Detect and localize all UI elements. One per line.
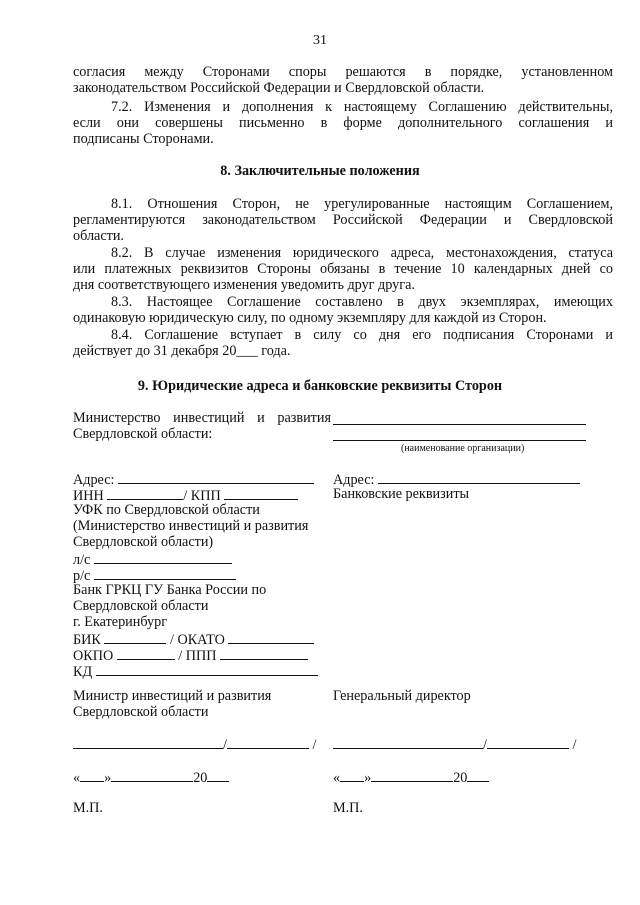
section-9-title: 9. Юридические адреса и банковские реквизиты Сторон xyxy=(137,378,503,394)
ministry-name-line2: Свердловской области: xyxy=(73,426,213,442)
slash: / xyxy=(223,737,227,753)
okpo-label: ОКПО xyxy=(73,648,114,664)
left-address-field[interactable] xyxy=(118,470,314,484)
slash: / xyxy=(572,737,577,753)
quote-open: « xyxy=(73,770,81,786)
org-name-field-line2[interactable] xyxy=(333,440,586,441)
ufk-line1: УФК по Свердловской области xyxy=(73,502,260,518)
name-field[interactable] xyxy=(487,735,569,749)
okato-field[interactable] xyxy=(228,630,314,644)
ls-label: л/с xyxy=(73,552,91,568)
paragraph-8-2 xyxy=(73,245,613,293)
signature-left-row xyxy=(73,735,316,753)
year-prefix: 20 xyxy=(453,770,468,786)
page-number: 31 xyxy=(313,33,327,48)
org-name-caption: (наименование организации) xyxy=(401,443,525,454)
rs-field[interactable] xyxy=(94,566,236,580)
month-field[interactable] xyxy=(111,768,193,782)
inn-label: ИНН xyxy=(73,488,104,504)
paragraph-8-3 xyxy=(73,294,613,326)
text-line: дня соответствующего изменения уведомить друг друга. xyxy=(73,277,415,293)
ufk-line2: (Министерство инвестиций и развития xyxy=(73,518,309,534)
text-line: или платежных реквизитов Стороны обязаны в течение 10 календарных дней со xyxy=(73,261,613,277)
text-line: области. xyxy=(73,228,124,244)
signature-field[interactable] xyxy=(333,735,483,749)
right-address-field[interactable] xyxy=(378,470,580,484)
city-line: г. Екатеринбург xyxy=(73,614,168,630)
address-label: Адрес: xyxy=(333,472,375,488)
ppp-field[interactable] xyxy=(220,646,308,660)
ministry-name-line1: Министерство инвестиций и развития xyxy=(73,410,331,426)
kd-row xyxy=(73,662,318,680)
text-line: одинаковую юридическую силу, по одному экземпляру для каждой из Сторон. xyxy=(73,310,547,326)
text-line: 8.1. Отношения Сторон, не урегулированные настоящим Соглашением, xyxy=(111,196,613,212)
text-line: 8.3. Настоящее Соглашение составлено в двух экземплярах, имеющих xyxy=(111,294,613,310)
quote-open: « xyxy=(333,770,341,786)
signature-field[interactable] xyxy=(73,735,223,749)
name-field[interactable] xyxy=(227,735,309,749)
text-line: 8.2. В случае изменения юридического адреса, местонахождения, статуса xyxy=(111,245,613,261)
ppp-label: / ППП xyxy=(178,648,217,664)
text-line: действует до 31 декабря 20___ года. xyxy=(73,343,291,359)
signature-right-row xyxy=(333,735,576,753)
paragraph-7-1-continuation xyxy=(73,64,613,96)
text-line: регламентируются законодательством Российской Федерации и Свердловской xyxy=(73,212,613,228)
rs-label: р/с xyxy=(73,568,91,584)
bank-line2: Свердловской области xyxy=(73,598,209,614)
quote-close: » xyxy=(364,770,372,786)
bank-line1: Банк ГРКЦ ГУ Банка России по xyxy=(73,582,267,598)
month-field[interactable] xyxy=(371,768,453,782)
text-line: подписаны Сторонами. xyxy=(73,131,214,147)
signatory-left-title-line2: Свердловской области xyxy=(73,704,209,720)
stamp-left: М.П. xyxy=(73,800,103,816)
paragraph-8-1 xyxy=(73,196,613,244)
kpp-label: / КПП xyxy=(183,488,221,504)
okato-label: / ОКАТО xyxy=(169,632,225,648)
okpo-field[interactable] xyxy=(117,646,175,660)
kd-label: КД xyxy=(73,664,93,680)
ufk-line3: Свердловской области) xyxy=(73,534,214,550)
slash: / xyxy=(312,737,317,753)
date-left-row xyxy=(73,768,229,786)
date-right-row xyxy=(333,768,489,786)
text-line: законодательством Российской Федерации и Свердловской области. xyxy=(73,80,485,96)
slash: / xyxy=(483,737,487,753)
paragraph-7-2 xyxy=(73,99,613,147)
kpp-field[interactable] xyxy=(224,486,298,500)
day-field[interactable] xyxy=(340,768,364,782)
inn-field[interactable] xyxy=(107,486,183,500)
year-field[interactable] xyxy=(207,768,229,782)
quote-close: » xyxy=(104,770,112,786)
section-8-title: 8. Заключительные положения xyxy=(220,163,420,179)
kd-field[interactable] xyxy=(96,662,318,676)
address-label: Адрес: xyxy=(73,472,115,488)
text-line: если они совершены письменно в форме дополнительного соглашения и xyxy=(73,115,613,131)
signatory-left-title-line1: Министр инвестиций и развития xyxy=(73,688,272,704)
bik-field[interactable] xyxy=(104,630,166,644)
text-line: 7.2. Изменения и дополнения к настоящему Соглашению действительны, xyxy=(111,99,613,115)
paragraph-8-4 xyxy=(73,327,613,359)
text-line: согласия между Сторонами споры решаются в порядке, установленном xyxy=(73,64,613,80)
text-line: 8.4. Соглашение вступает в силу со дня его подписания Сторонами и xyxy=(111,327,613,343)
bank-details-label: Банковские реквизиты xyxy=(333,486,470,502)
year-prefix: 20 xyxy=(193,770,208,786)
bik-label: БИК xyxy=(73,632,101,648)
stamp-right: М.П. xyxy=(333,800,363,816)
year-field[interactable] xyxy=(467,768,489,782)
org-name-field[interactable] xyxy=(333,424,586,425)
day-field[interactable] xyxy=(80,768,104,782)
ls-field[interactable] xyxy=(94,550,232,564)
signatory-right-title: Генеральный директор xyxy=(333,688,471,704)
